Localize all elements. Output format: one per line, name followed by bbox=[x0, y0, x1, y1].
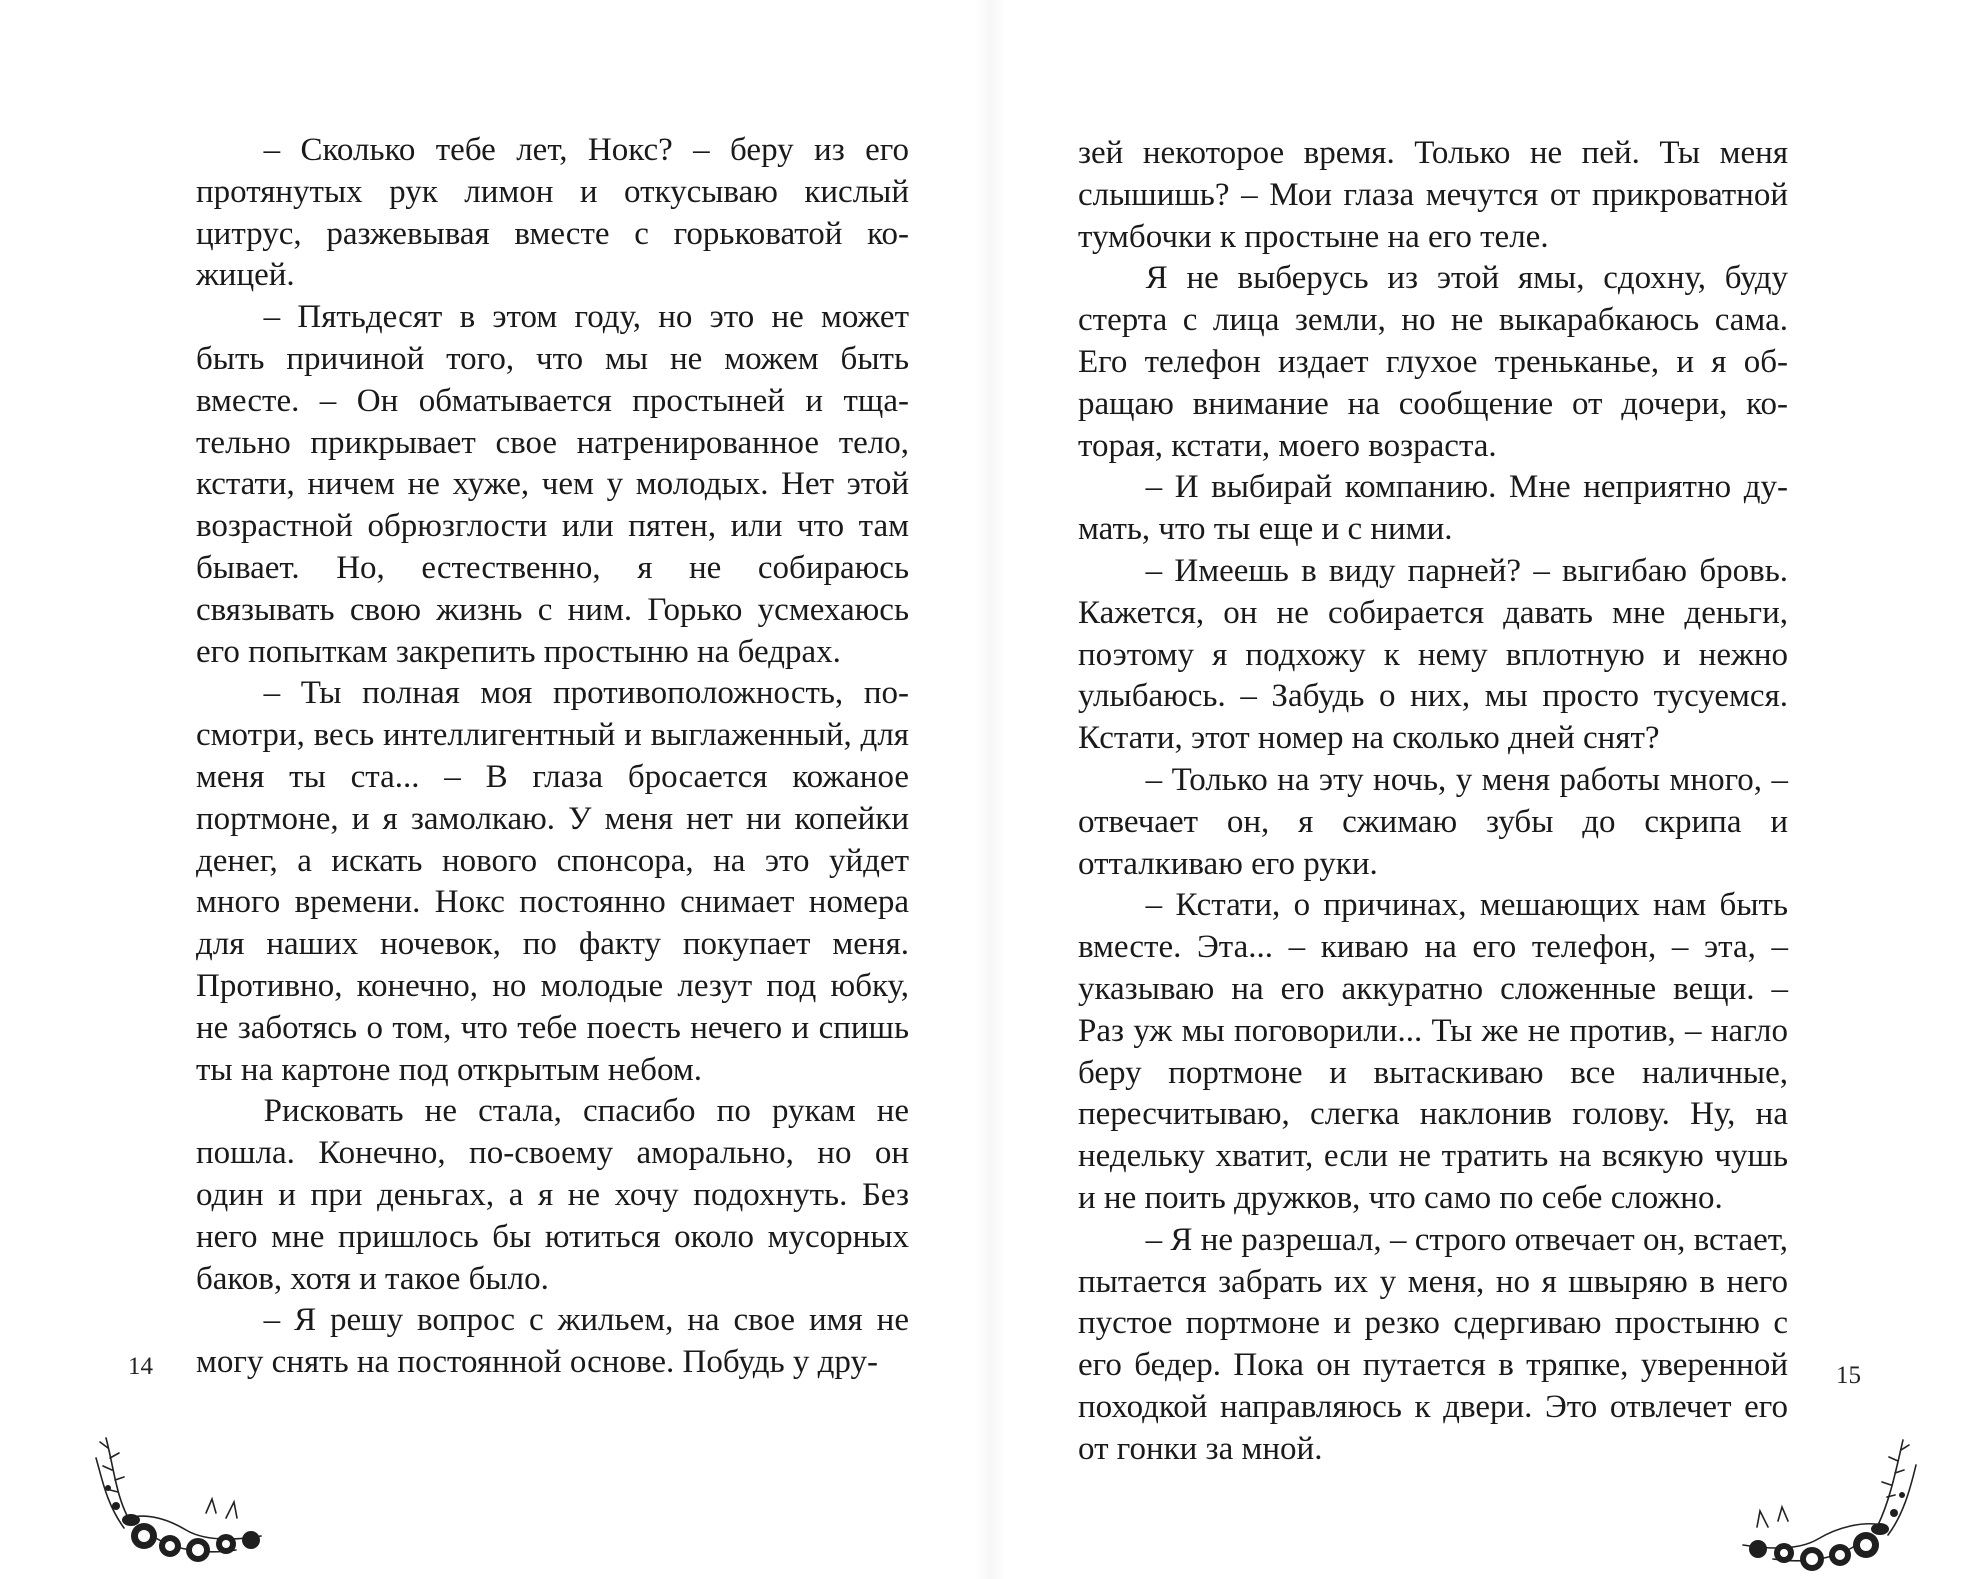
paragraph: – Имеешь в виду парней? – выгибаю бровь. Кажется, он не собирается давать мне деньги, поэтому я подхожу к нему вплотную и нежно улыбаюсь. – Забудь о них, мы просто тусуемся. Кстати, этот номер на сколько дней снят? bbox=[1078, 552, 1788, 757]
paragraph: – Я не разрешал, – строго отвечает он, встает, пытается забрать их у меня, но я швыряю в него пустое портмоне и резко сдергиваю простыню с его бедер. Пока он путается в тряпке, уверенной походкой направляюсь к двери. Это отвлечет его от гонки за мной. bbox=[1078, 1221, 1788, 1467]
paragraph: Я не выберусь из этой ямы, сдохну, буду стерта с лица земли, но не выкарабкаюсь сама. Его телефон издает глухое треньканье, и я обращаю внимание на сообщение от дочери, которая, кстати, моего возраста. bbox=[1078, 260, 1788, 464]
paragraph: – И выбирай компанию. Мне неприятно думать, что ты еще и с ними. bbox=[1078, 469, 1788, 548]
floral-ornament-icon bbox=[1718, 1425, 1928, 1575]
page-number-right: 15 bbox=[1836, 1362, 1861, 1389]
paragraph: – Сколько тебе лет, Нокс? – беру из его протянутых рук лимон и откусываю кислый цитрус, разжевывая вместе с горьковатой кожицей. bbox=[196, 132, 909, 294]
paragraph: – Кстати, о причинах, мешающих нам быть вместе. Эта... – киваю на его телефон, – эта, – указываю на его аккуратно сложенные вещи. – Раз уж мы поговорили... Ты же не против, – нагло беру портмоне и вытаскиваю все наличные, пересчитываю, слегка наклонив голову. Ну, на недельку хватит, если не тратить на всякую чушь и не поить дружков, что само по себе сложно. bbox=[1078, 887, 1788, 1216]
paragraph: зей некоторое время. Только не пей. Ты меня слышишь? – Мои глаза мечутся от прикроватной тумбочки к простыне на его теле. bbox=[1078, 135, 1788, 255]
paragraph: Рисковать не стала, спасибо по рукам не пошла. Конечно, по-своему аморально, но он один и при деньгах, а я не хочу подохнуть. Без него мне пришлось бы ютиться около мусорных баков, хотя и такое было. bbox=[196, 1093, 909, 1297]
paragraph: – Пятьдесят в этом году, но это не может быть причиной того, что мы не можем быть вместе. – Он обматывается простыней и тщательно прикрывает свое натренированное тело, кстати, ничем не хуже, чем у молодых. Нет этой возрастной обрюзглости или пятен, или что там бывает. Но, естественно, я не собираюсь связывать свою жизнь с ним. Горько усмехаюсь его попыткам закрепить простыню на бедрах. bbox=[196, 299, 909, 670]
paragraph: – Я решу вопрос с жильем, на свое имя не могу снять на постоянной основе. Побудь у дру- bbox=[196, 1302, 909, 1381]
left-page-text bbox=[196, 130, 909, 1384]
paragraph: – Ты полная моя противоположность, посмотри, весь интеллигентный и выглаженный, для меня ты ста... – В глаза бросается кожаное портмоне, и я замолкаю. У меня нет ни копейки денег, а искать нового спонсора, на это уйдет много времени. Нокс постоянно снимает номера для наших ночевок, по факту покупает меня. Противно, конечно, но молодые лезут под юбку, не заботясь о том, что тебе поесть нечего и спишь ты на картоне под открытым небом. bbox=[196, 675, 909, 1088]
right-page-text bbox=[1078, 133, 1788, 1471]
book-gutter bbox=[975, 0, 1005, 1579]
paragraph: – Только на эту ночь, у меня работы много, – отвечает он, я сжимаю зубы до скрипа и отталкиваю его руки. bbox=[1078, 761, 1788, 882]
floral-ornament-icon bbox=[86, 1418, 286, 1568]
page-number-left: 14 bbox=[128, 1353, 153, 1380]
